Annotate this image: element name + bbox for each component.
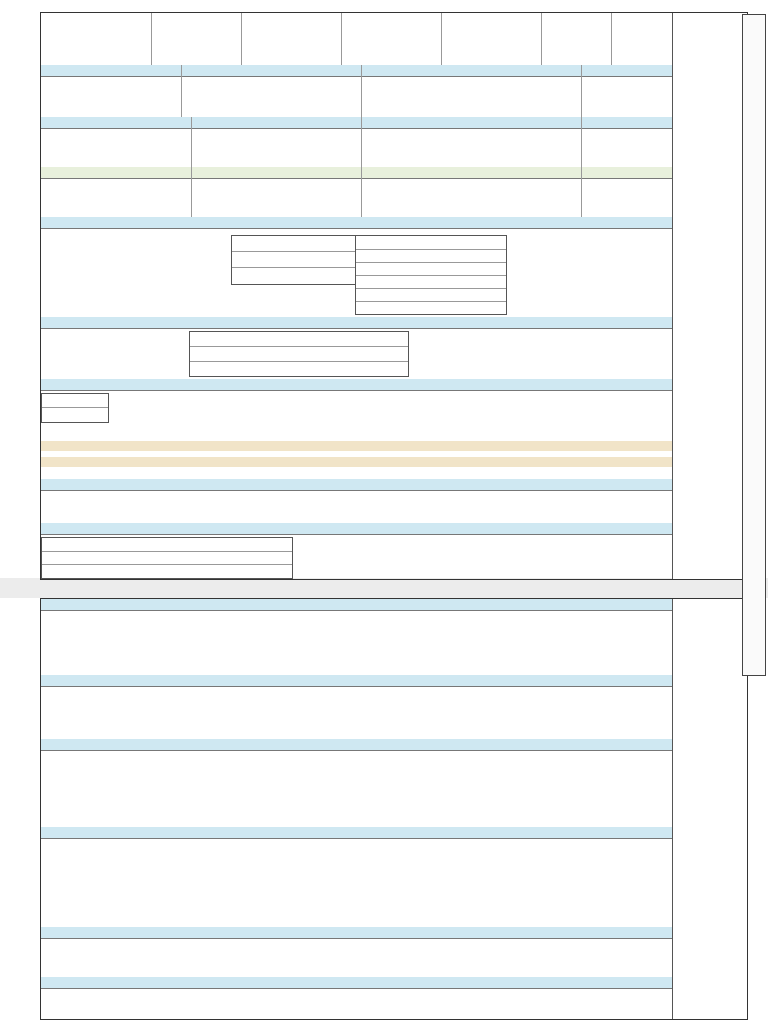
section-label: [672, 977, 747, 1019]
section-header: [41, 523, 673, 535]
section-header: [41, 117, 673, 129]
section-label: [672, 217, 747, 317]
inner-table: [231, 235, 371, 285]
section-label: [672, 827, 747, 927]
section-6: [41, 379, 747, 442]
section-label: [672, 599, 747, 675]
section-header: [41, 65, 673, 77]
section-label: [672, 479, 747, 523]
section-label: [672, 65, 747, 117]
section-11: [41, 675, 747, 740]
section-header: [41, 827, 673, 839]
section-label: [672, 117, 747, 217]
section-12: [41, 739, 747, 828]
section-subheader: [41, 167, 673, 179]
notes-table-bottom: [40, 598, 748, 1020]
section-header: [41, 977, 673, 989]
section-13: [41, 827, 747, 928]
section-3: [41, 117, 747, 218]
section-header: [41, 479, 673, 491]
section-label: [672, 675, 747, 739]
notes-table-top: [40, 12, 748, 580]
section-header: [41, 317, 673, 329]
section-label: [672, 927, 747, 977]
section-5: [41, 317, 747, 380]
inner-table: [41, 393, 109, 423]
section-header: [41, 739, 673, 751]
section-label: [672, 13, 747, 65]
section-label: [672, 739, 747, 827]
section-2: [41, 65, 747, 118]
section-band: [41, 457, 673, 467]
section-15: [41, 977, 747, 1019]
section-4: [41, 217, 747, 318]
section-9: [41, 523, 747, 579]
section-1: [41, 13, 747, 66]
section-band: [41, 441, 673, 451]
section-header: [41, 217, 673, 229]
section-header: [41, 379, 673, 391]
section-label: [672, 317, 747, 379]
section-header: [41, 675, 673, 687]
page-gap: [0, 578, 768, 598]
section-label: [672, 441, 747, 479]
section-8: [41, 479, 747, 524]
page-side-title: [742, 14, 766, 676]
section-header: [41, 927, 673, 939]
section-7: [41, 441, 747, 480]
section-14: [41, 927, 747, 978]
section-label: [672, 523, 747, 579]
section-label: [672, 379, 747, 441]
section-10: [41, 599, 747, 676]
section-header: [41, 599, 673, 611]
inner-table: [355, 235, 507, 315]
inner-table: [41, 537, 293, 579]
inner-table: [189, 331, 409, 377]
